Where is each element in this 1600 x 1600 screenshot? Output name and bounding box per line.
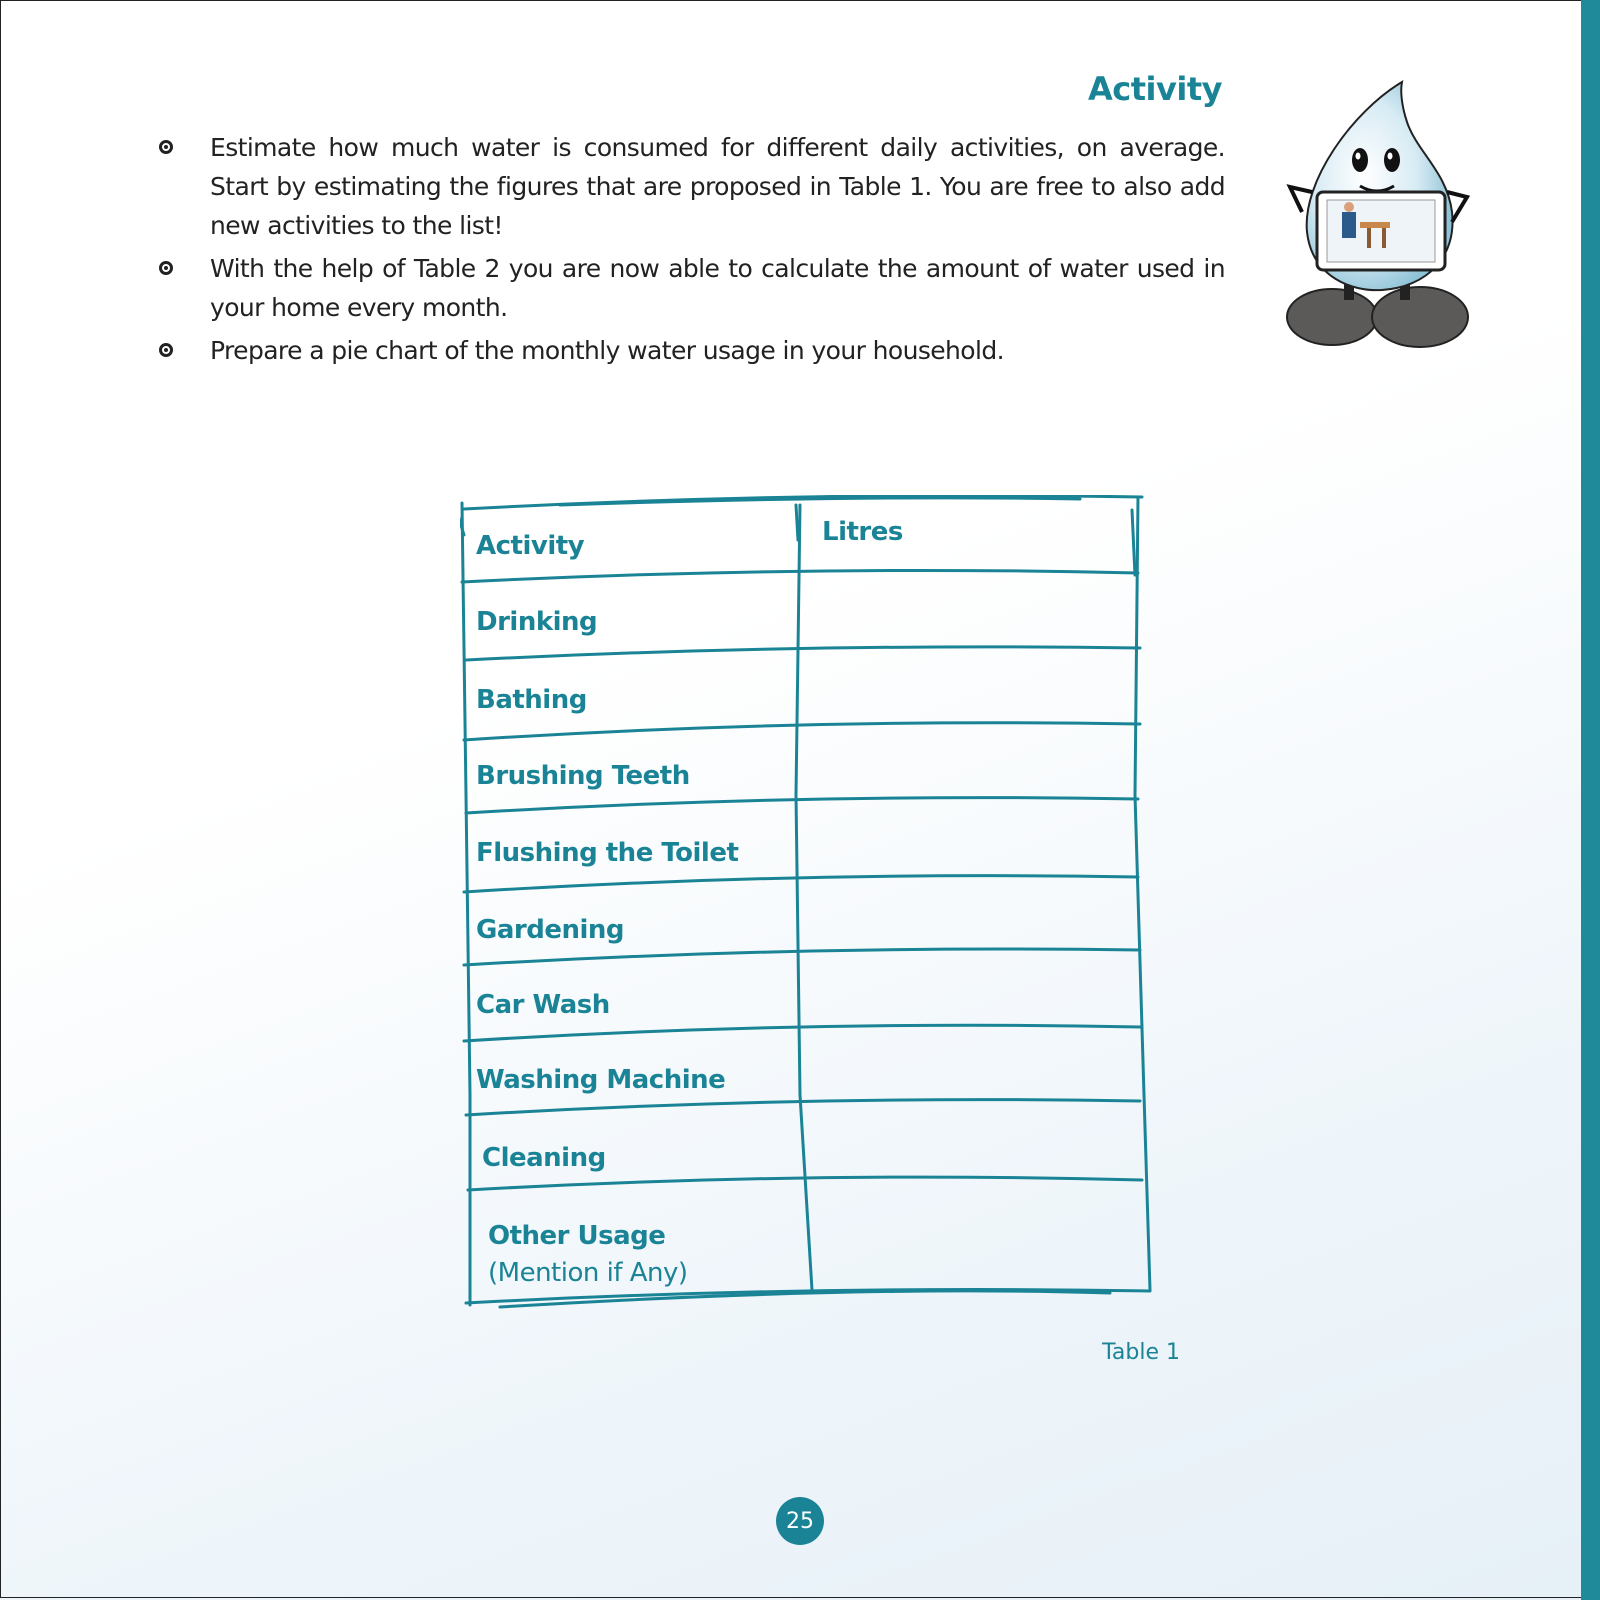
circle-bullet-icon — [159, 140, 173, 154]
circle-bullet-icon — [159, 261, 173, 275]
water-drop-mascot-icon — [1282, 72, 1492, 372]
instruction-item — [150, 128, 1225, 245]
circle-bullet-icon — [159, 343, 173, 357]
activity-cell: Gardening — [476, 915, 624, 945]
activity-heading: Activity — [1088, 70, 1222, 108]
activity-cell: Brushing Teeth — [476, 761, 690, 791]
instruction-item — [150, 249, 1225, 327]
page-edge-strip — [1581, 0, 1600, 1600]
activity-cell: Drinking — [476, 607, 598, 637]
activity-cell: Car Wash — [476, 990, 610, 1020]
activity-cell-note: (Mention if Any) — [488, 1258, 688, 1288]
column-header-activity: Activity — [476, 531, 585, 561]
activity-cell: Cleaning — [482, 1143, 606, 1173]
instruction-text: Estimate how much water is consumed for different daily activities, on average. Start by estimating the figures that are proposed in Table 1. You are free to also add new activities to the list! — [210, 133, 1225, 240]
activity-cell: Bathing — [476, 685, 587, 715]
table-caption: Table 1 — [1102, 1340, 1180, 1365]
activity-cell: Other Usage — [488, 1221, 666, 1251]
instruction-text: With the help of Table 2 you are now able to calculate the amount of water used in your home every month. — [210, 254, 1225, 322]
water-usage-table — [460, 495, 1180, 1345]
column-header-litres: Litres — [822, 517, 903, 547]
instruction-text: Prepare a pie chart of the monthly water usage in your household. — [210, 336, 1004, 365]
page-number-badge: 25 — [776, 1497, 824, 1545]
instruction-item — [150, 331, 1225, 370]
activity-cell: Washing Machine — [476, 1065, 726, 1095]
activity-cell: Flushing the Toilet — [476, 838, 739, 868]
instruction-list — [150, 128, 1225, 374]
